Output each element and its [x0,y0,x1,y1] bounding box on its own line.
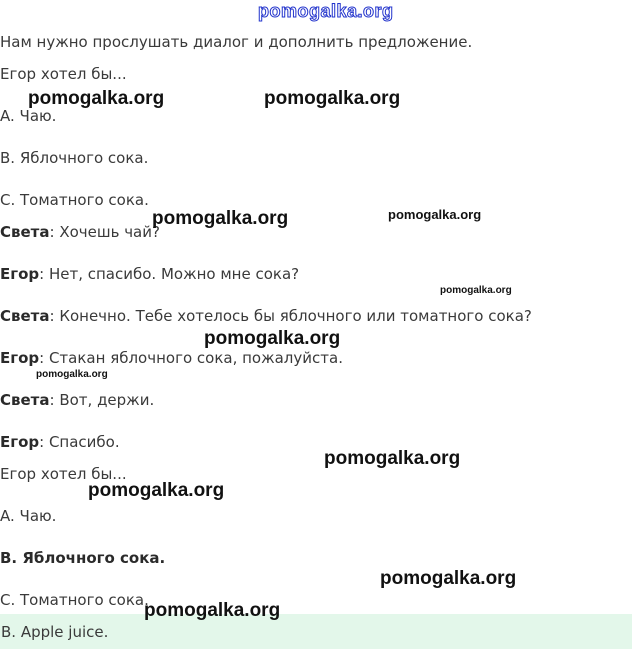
question-text: Егор хотел бы... [0,65,127,83]
option-b: B. Яблочного сока. [0,149,149,167]
watermark: pomogalka.org [264,88,401,109]
watermark: pomogalka.org [204,328,341,349]
speaker-name: Егор [0,349,40,367]
watermark: pomogalka.org [152,208,289,229]
dialogue-line [0,264,299,284]
speaker-name: Егор [0,265,40,283]
dialogue-text: : Конечно. Тебе хотелось бы яблочного или томатного сока? [49,307,532,325]
dialogue-line [0,348,343,368]
task-instruction: Нам нужно прослушать диалог и дополнить предложение. [0,33,473,51]
option-c: C. Томатного сока. [0,191,149,209]
watermark: pomogalka.org [28,88,165,109]
answer-option-a: A. Чаю. [0,507,57,525]
dialogue-line [0,432,120,452]
dialogue-text: : Вот, держи. [49,391,155,409]
question-repeat: Егор хотел бы... [0,465,127,483]
speaker-name: Света [0,391,50,409]
correct-option-label: B. Яблочного сока. [0,549,166,567]
watermark: pomogalka.org [440,285,512,296]
dialogue-line [0,306,532,326]
answer-option-b [0,548,165,568]
dialogue-text: : Хочешь чай? [49,223,160,241]
speaker-name: Света [0,223,50,241]
watermark: pomogalka.org [144,600,281,621]
dialogue-text: : Спасибо. [39,433,120,451]
watermark: pomogalka.org [324,448,461,469]
final-answer-box [0,614,632,649]
watermark: pomogalka.org [36,369,108,380]
speaker-name: Света [0,307,50,325]
dialogue-line [0,222,160,242]
dialogue-text: : Стакан яблочного сока, пожалуйста. [39,349,343,367]
watermark: pomogalka.org [388,207,482,222]
answer-option-c: C. Томатного сока. [0,591,149,609]
speaker-name: Егор [0,433,40,451]
watermark: pomogalka.org [380,568,517,589]
dialogue-line [0,390,154,410]
dialogue-text: : Нет, спасибо. Можно мне сока? [39,265,300,283]
option-a: A. Чаю. [0,107,57,125]
watermark: pomogalka.org [88,480,225,501]
final-answer-text: B. Apple juice. [1,623,109,641]
site-watermark-header: pomogalka.org [258,1,394,21]
